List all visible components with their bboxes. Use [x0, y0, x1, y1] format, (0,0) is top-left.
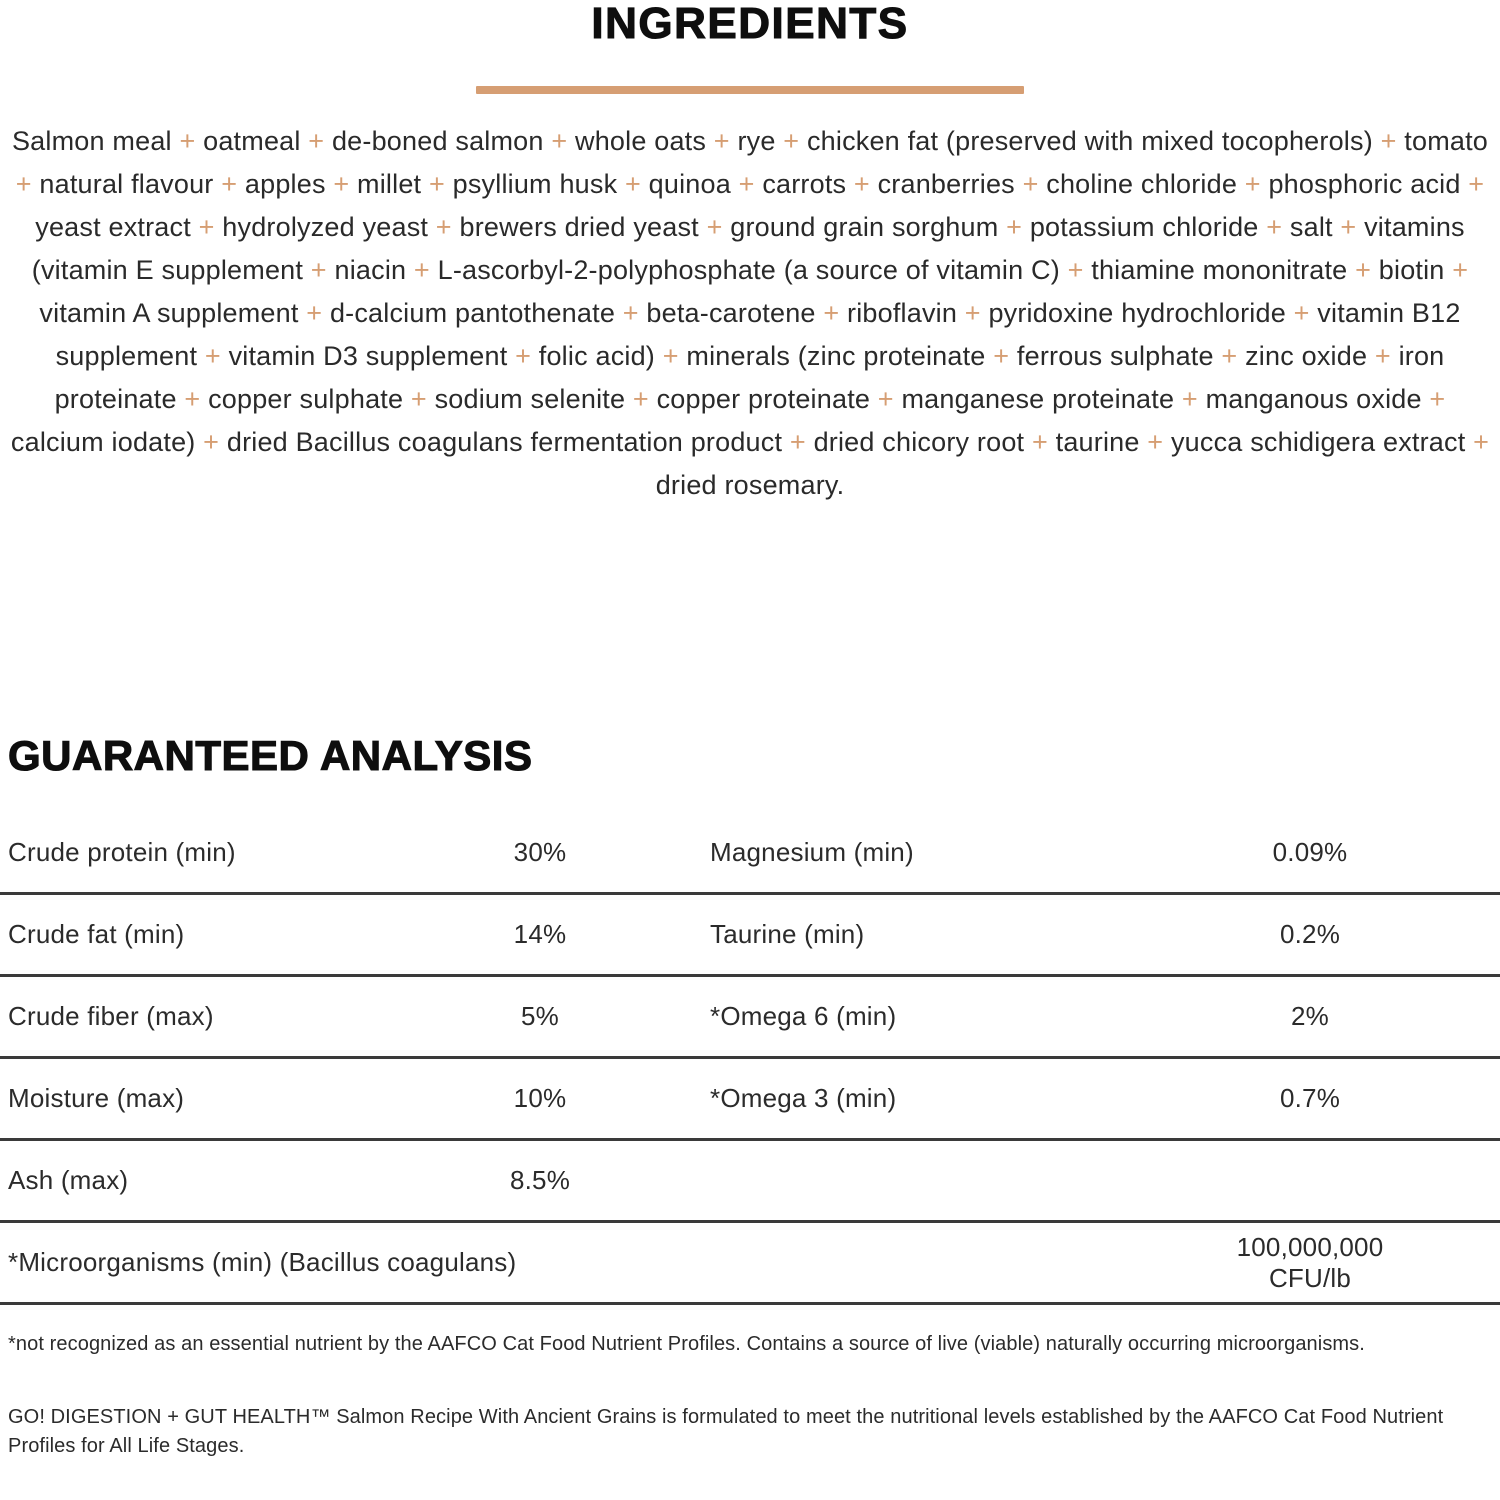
ingredient-item: pyridoxine hydrochloride — [988, 298, 1286, 328]
ingredient-item: copper proteinate — [656, 384, 871, 414]
plus-separator: + — [846, 169, 878, 199]
plus-separator: + — [1024, 427, 1056, 457]
ingredient-item: phosphoric acid — [1268, 169, 1461, 199]
ingredient-item: vitamins (vitamin E supplement — [31, 212, 1465, 285]
plus-separator: + — [1465, 427, 1490, 457]
nutrient-value: 30% — [513, 837, 567, 867]
ingredient-item: ground grain sorghum — [730, 212, 999, 242]
ingredient-item: hydrolyzed yeast — [222, 212, 429, 242]
table-row — [0, 1059, 1500, 1141]
ingredient-item: chicken fat (preserved with mixed tocopherols) — [806, 126, 1373, 156]
ingredient-item: potassium chloride — [1029, 212, 1259, 242]
ingredient-item: vitamin D3 supplement — [228, 341, 508, 371]
ingredient-item: niacin — [334, 255, 407, 285]
ingredient-item: riboflavin — [847, 298, 958, 328]
ingredient-item: manganese proteinate — [901, 384, 1175, 414]
ingredient-item: vitamin B12 supplement — [55, 298, 1461, 371]
plus-separator: + — [1139, 427, 1171, 457]
plus-separator: + — [213, 169, 245, 199]
nutrient-label: Ash (max) — [8, 1165, 129, 1195]
plus-separator: + — [1237, 169, 1269, 199]
accent-divider — [476, 86, 1024, 94]
nutrient-value: 5% — [521, 1001, 559, 1031]
plus-separator: + — [870, 384, 902, 414]
plus-separator: + — [957, 298, 989, 328]
ingredient-item: vitamin A supplement — [39, 298, 299, 328]
plus-separator: + — [406, 255, 438, 285]
plus-separator: + — [1285, 298, 1318, 328]
ingredient-item: natural flavour — [39, 169, 214, 199]
plus-separator: + — [815, 298, 848, 328]
plus-separator: + — [998, 212, 1030, 242]
plus-separator: + — [985, 341, 1017, 371]
plus-separator: + — [1059, 255, 1092, 285]
ingredient-item: sodium selenite — [434, 384, 626, 414]
ingredient-item: dried Bacillus coagulans fermentation product — [226, 427, 783, 457]
microorganisms-label: *Microorganisms (min) (Bacillus coagulans) — [8, 1247, 517, 1277]
plus-separator: + — [706, 126, 738, 156]
ingredient-item: quinoa — [648, 169, 731, 199]
footnote-aafco-nutrient: *not recognized as an essential nutrient by the AAFCO Cat Food Nutrient Profiles. Contains a source of live (viable) naturally occurring microorganisms. — [8, 1333, 1365, 1355]
plus-separator: + — [421, 169, 453, 199]
nutrient-value: 14% — [513, 919, 567, 949]
nutrient-label: *Omega 3 (min) — [710, 1083, 897, 1113]
ingredient-item: psyllium husk — [452, 169, 618, 199]
ingredient-item: minerals (zinc proteinate — [686, 341, 986, 371]
nutrient-value: 0.2% — [1279, 919, 1341, 949]
ingredient-item: folic acid) — [538, 341, 656, 371]
ingredient-item: manganous oxide — [1205, 384, 1422, 414]
ingredient-item: yeast extract — [35, 212, 191, 242]
plus-separator: + — [625, 384, 657, 414]
ingredient-item: apples — [244, 169, 326, 199]
plus-separator: + — [698, 212, 731, 242]
plus-separator: + — [615, 298, 647, 328]
ingredient-item: dried chicory root — [813, 427, 1025, 457]
ingredient-item: whole oats — [575, 126, 707, 156]
plus-separator: + — [195, 427, 227, 457]
plus-separator: + — [1258, 212, 1290, 242]
plus-separator: + — [176, 384, 209, 414]
ingredient-item: calcium iodate) — [10, 427, 196, 457]
nutrient-value: 2% — [1291, 1001, 1329, 1031]
ingredient-item: biotin — [1378, 255, 1445, 285]
plus-separator: + — [782, 427, 814, 457]
plus-separator: + — [1444, 255, 1469, 285]
guaranteed-analysis-title: GUARANTEED ANALYSIS — [8, 732, 533, 779]
nutrient-label: Taurine (min) — [710, 919, 865, 949]
ingredient-item: carrots — [762, 169, 847, 199]
plus-separator: + — [507, 341, 539, 371]
nutrient-label: Moisture (max) — [8, 1083, 185, 1113]
nutrient-label: *Omega 6 (min) — [710, 1001, 897, 1031]
ingredient-item: zinc oxide — [1245, 341, 1368, 371]
plus-separator: + — [15, 169, 40, 199]
plus-separator: + — [617, 169, 649, 199]
ingredient-item: choline chloride — [1046, 169, 1238, 199]
ingredient-item: d-calcium pantothenate — [329, 298, 616, 328]
nutrient-value: 0.7% — [1279, 1083, 1341, 1113]
plus-separator: + — [428, 212, 460, 242]
plus-separator: + — [300, 126, 332, 156]
table-row-microorganisms — [0, 1223, 1500, 1305]
ingredient-item: L-ascorbyl-2-polyphosphate (a source of vitamin C) — [437, 255, 1060, 285]
footnote-formulation-statement: GO! DIGESTION + GUT HEALTH™ Salmon Recipe With Ancient Grains is formulated to meet the nutritional levels established by the AAFCO Cat Food Nutrient Profiles for All Life Stages. — [8, 1406, 1444, 1457]
ingredient-item: rye — [737, 126, 776, 156]
nutrient-value: 8.5% — [509, 1165, 571, 1195]
table-row — [0, 977, 1500, 1059]
table-row — [0, 895, 1500, 977]
plus-separator: + — [190, 212, 223, 242]
ingredient-item: tomato — [1404, 126, 1489, 156]
ingredients-title: INGREDIENTS — [591, 0, 909, 48]
ingredient-item: cranberries — [877, 169, 1015, 199]
ingredient-item: Salmon meal — [11, 126, 172, 156]
guaranteed-analysis-table — [0, 813, 1500, 1223]
ingredient-item: dried rosemary. — [655, 470, 845, 500]
nutrient-label: Crude fiber (max) — [8, 1001, 214, 1031]
ingredient-item: copper sulphate — [208, 384, 404, 414]
plus-separator: + — [543, 126, 575, 156]
plus-separator: + — [730, 169, 763, 199]
plus-separator: + — [171, 126, 204, 156]
plus-separator: + — [197, 341, 229, 371]
plus-separator: + — [1332, 212, 1365, 242]
ingredient-item: beta-carotene — [646, 298, 816, 328]
ingredient-item: thiamine mononitrate — [1091, 255, 1348, 285]
nutrient-value: 0.09% — [1272, 837, 1348, 867]
plus-separator: + — [403, 384, 435, 414]
plus-separator: + — [1213, 341, 1246, 371]
plus-separator: + — [1460, 169, 1485, 199]
ingredient-item: millet — [357, 169, 422, 199]
plus-separator: + — [775, 126, 807, 156]
ingredient-item: oatmeal — [203, 126, 301, 156]
plus-separator: + — [325, 169, 358, 199]
ingredient-item: brewers dried yeast — [459, 212, 699, 242]
nutrient-value: 10% — [513, 1083, 567, 1113]
plus-separator: + — [1347, 255, 1379, 285]
plus-separator: + — [303, 255, 335, 285]
nutrient-label: Crude protein (min) — [8, 837, 236, 867]
plus-separator: + — [1014, 169, 1047, 199]
microorganisms-value: 100,000,000 CFU/lb — [1236, 1231, 1384, 1293]
table-row — [0, 813, 1500, 895]
plus-separator: + — [1421, 384, 1446, 414]
plus-separator: + — [298, 298, 330, 328]
nutrient-label: Crude fat (min) — [8, 919, 185, 949]
ingredient-item: taurine — [1055, 427, 1140, 457]
ingredient-item: de-boned salmon — [331, 126, 544, 156]
ingredient-item: iron proteinate — [54, 341, 1445, 414]
plus-separator: + — [1174, 384, 1206, 414]
ingredient-item: ferrous sulphate — [1016, 341, 1214, 371]
plus-separator: + — [655, 341, 687, 371]
table-row — [0, 1141, 1500, 1223]
plus-separator: + — [1367, 341, 1399, 371]
ingredient-item: salt — [1289, 212, 1333, 242]
ingredients-paragraph — [6, 120, 1494, 507]
plus-separator: + — [1372, 126, 1405, 156]
nutrient-label: Magnesium (min) — [710, 837, 914, 867]
ingredient-item: yucca schidigera extract — [1170, 427, 1466, 457]
